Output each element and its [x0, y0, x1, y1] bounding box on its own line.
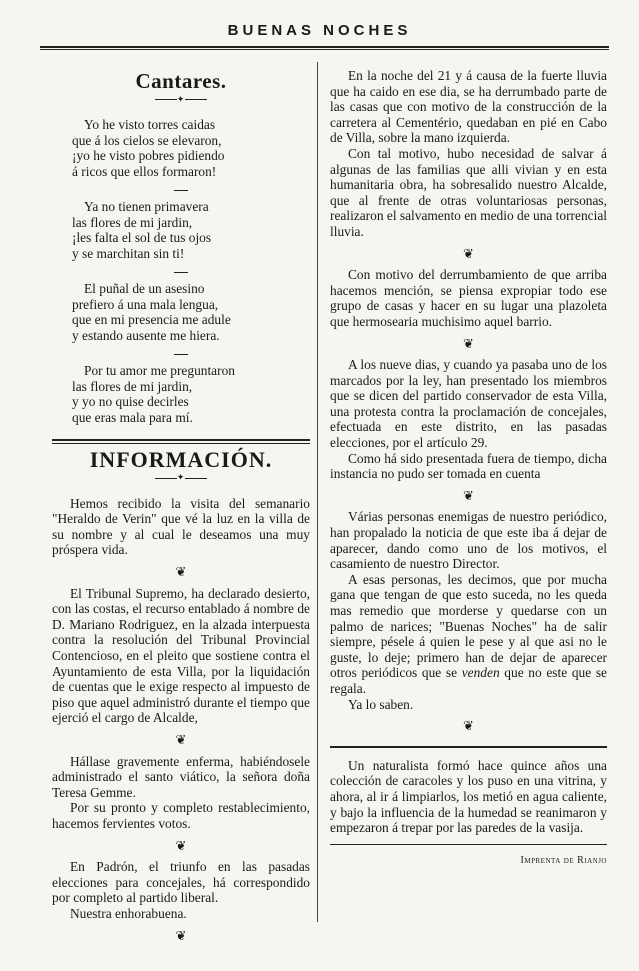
news-paragraph: Hemos recibido la visita del semanario "Heraldo de Verin" que vé la luz en la villa de su nombre y al cual le deseamos una muy próspera vida.: [52, 495, 310, 558]
verse-line: las flores de mi jardin,: [72, 378, 193, 394]
stanza-separator: [52, 182, 310, 198]
fleuron-icon: ❦: [463, 335, 474, 351]
news-paragraph: A los nueve dias, y cuando ya pasaba uno de los marcados por la ley, han presentado los miembros que se dicen del partido conservador de esta Villa, una protesta contra la proclamación de concejales, efectuada en este distrito, en las pasadas elecciones, por el artículo 29.: [330, 357, 607, 451]
verse-line: Ya no tienen primavera: [84, 199, 209, 215]
section-rule: [330, 746, 607, 748]
stanza-3: [52, 281, 310, 343]
left-column: [52, 68, 310, 949]
fleuron-icon: ❦: [175, 731, 187, 747]
text-run: que no este que se regala.: [330, 665, 607, 696]
fleuron-icon: ❦: [463, 718, 474, 734]
news-paragraph: Con tal motivo, hubo necesidad de salvar á algunas de las familias que alli vivian y en esta humanitaria obra, ha sobresalido nuestro Alcalde, que al frente de otras voluntariosas personas, realizaron el salvamento en medio de una torrencial lluvia.: [330, 145, 607, 239]
news-paragraph: [330, 572, 607, 697]
verse-line: que eras mala para mí.: [72, 409, 193, 425]
fleuron-icon: ❦: [463, 245, 474, 261]
stanza-4: [52, 363, 310, 425]
header-rule: [40, 46, 609, 48]
verse-line: ¡les falta el sol de tus ojos: [72, 230, 212, 246]
verse-line: que á los cielos se elevaron,: [72, 132, 222, 148]
news-paragraph: El Tribunal Supremo, ha declarado desierto, con las costas, el recurso entablado á nombre de D. Mariano Rodriguez, en la alzada interpuesta contra la resolución del Tribunal Provincial Contencioso, en el pleito que sostiene contra el Ayuntamiento de esta Villa, por la liquidación de cuentas que le exige respecto al impuesto de piso que aquel administró durante el tiempo que ejerció el cargo de Alcalde,: [52, 585, 310, 726]
stanza-2: [52, 199, 310, 261]
fleuron-icon: ❦: [463, 487, 474, 503]
news-paragraph: Nuestra enhorabuena.: [70, 905, 187, 921]
fleuron-icon: ❦: [175, 927, 187, 943]
fleuron-icon: ❦: [175, 837, 187, 853]
news-paragraph: Como há sido presentada fuera de tiempo, dicha instancia no pudo ser tomada en cuenta: [330, 450, 607, 482]
imprint-line: Imprenta de Rianjo: [520, 854, 607, 866]
text-run: A esas personas, les decimos, que por mucha gana que tengan de que esto suceda, no les queda mas remedio que morderse y quedarse con un palmo de narices; "Buenas Noches" ha de salir siempre, pésele á quien le pese y al que asi no le guste, lo deje; primero han de dejar de aparecer otros periódicos que se: [330, 571, 607, 681]
news-paragraph: Un naturalista formó hace quince años una colección de caracoles y los puso en una vitrina, y ahora, al ir á limpiarlos, los metió en agua caliente, y bajo la influencia de la humedad se reanimaron y empezaron á trepar por las paredes de la vasija.: [330, 757, 607, 836]
masthead-title: BUENAS NOCHES: [227, 22, 412, 39]
column-divider: [317, 62, 318, 922]
verse-line: Por tu amor me preguntaron: [84, 363, 235, 379]
stanza-separator: [52, 264, 310, 280]
verse-line: ¡yo he visto pobres pidiendo: [72, 148, 225, 164]
emphasis-text: venden: [461, 665, 500, 681]
verse-line: que en mi presencia me adule: [72, 312, 231, 328]
news-paragraph: En Padrón, el triunfo en las pasadas elecciones para concejales, há correspondido por completo al partido liberal.: [52, 859, 310, 906]
news-paragraph: Con motivo del derrumbamiento de que arriba hacemos mención, se piensa expropiar todo ese grupo de casas y hacer en su lugar una plazoleta que hermosearia muchisimo aquel barrio.: [330, 267, 607, 329]
news-paragraph: Por su pronto y completo restablecimiento, hacemos fervientes votos.: [52, 800, 310, 831]
verse-line: y se marchitan sin ti!: [72, 245, 185, 261]
verse-line: Yo he visto torres caidas: [84, 117, 216, 133]
verse-line: prefiero á una mala lengua,: [72, 296, 219, 312]
verse-line: á ricos que ellos formaron!: [72, 163, 217, 179]
section-rule: [52, 439, 310, 441]
stanza-separator: [52, 346, 310, 362]
section-rule-thin: [52, 443, 310, 444]
verse-line: El puñal de un asesino: [84, 281, 205, 297]
news-paragraph: Hállase gravemente enferma, habiéndosele administrado el santo viático, la señora doña Teresa Gemme.: [52, 753, 310, 800]
news-paragraph: Ya lo saben.: [348, 696, 414, 712]
verse-line: las flores de mi jardin,: [72, 214, 193, 230]
footer-rule: [330, 844, 607, 845]
cantares-heading: Cantares.: [135, 69, 227, 93]
informacion-ornament: ✦: [52, 470, 310, 486]
cantares-ornament: ✦: [52, 92, 310, 108]
header-rule-thin: [40, 49, 609, 50]
informacion-heading: INFORMACIÓN.: [89, 447, 273, 473]
verse-line: y yo no quise decirles: [72, 394, 189, 410]
verse-line: y estando ausente me hiera.: [72, 327, 220, 343]
fleuron-icon: ❦: [175, 564, 187, 580]
news-paragraph: Várias personas enemigas de nuestro periódico, han propalado la noticia de que este iba á dejar de aparecer, dando como uno de los motivos, el casamiento de nuestro Director.: [330, 509, 607, 572]
right-column: [330, 68, 607, 868]
stanza-1: [52, 117, 310, 179]
news-paragraph: En la noche del 21 y á causa de la fuerte lluvia que ha caido en ese dia, se ha derrumbado parte de las casas que con motivo de la construcción de la carretera al Cementério, quedaban en pié en Cabo de Villa, sobre la mano izquierda.: [330, 68, 607, 146]
